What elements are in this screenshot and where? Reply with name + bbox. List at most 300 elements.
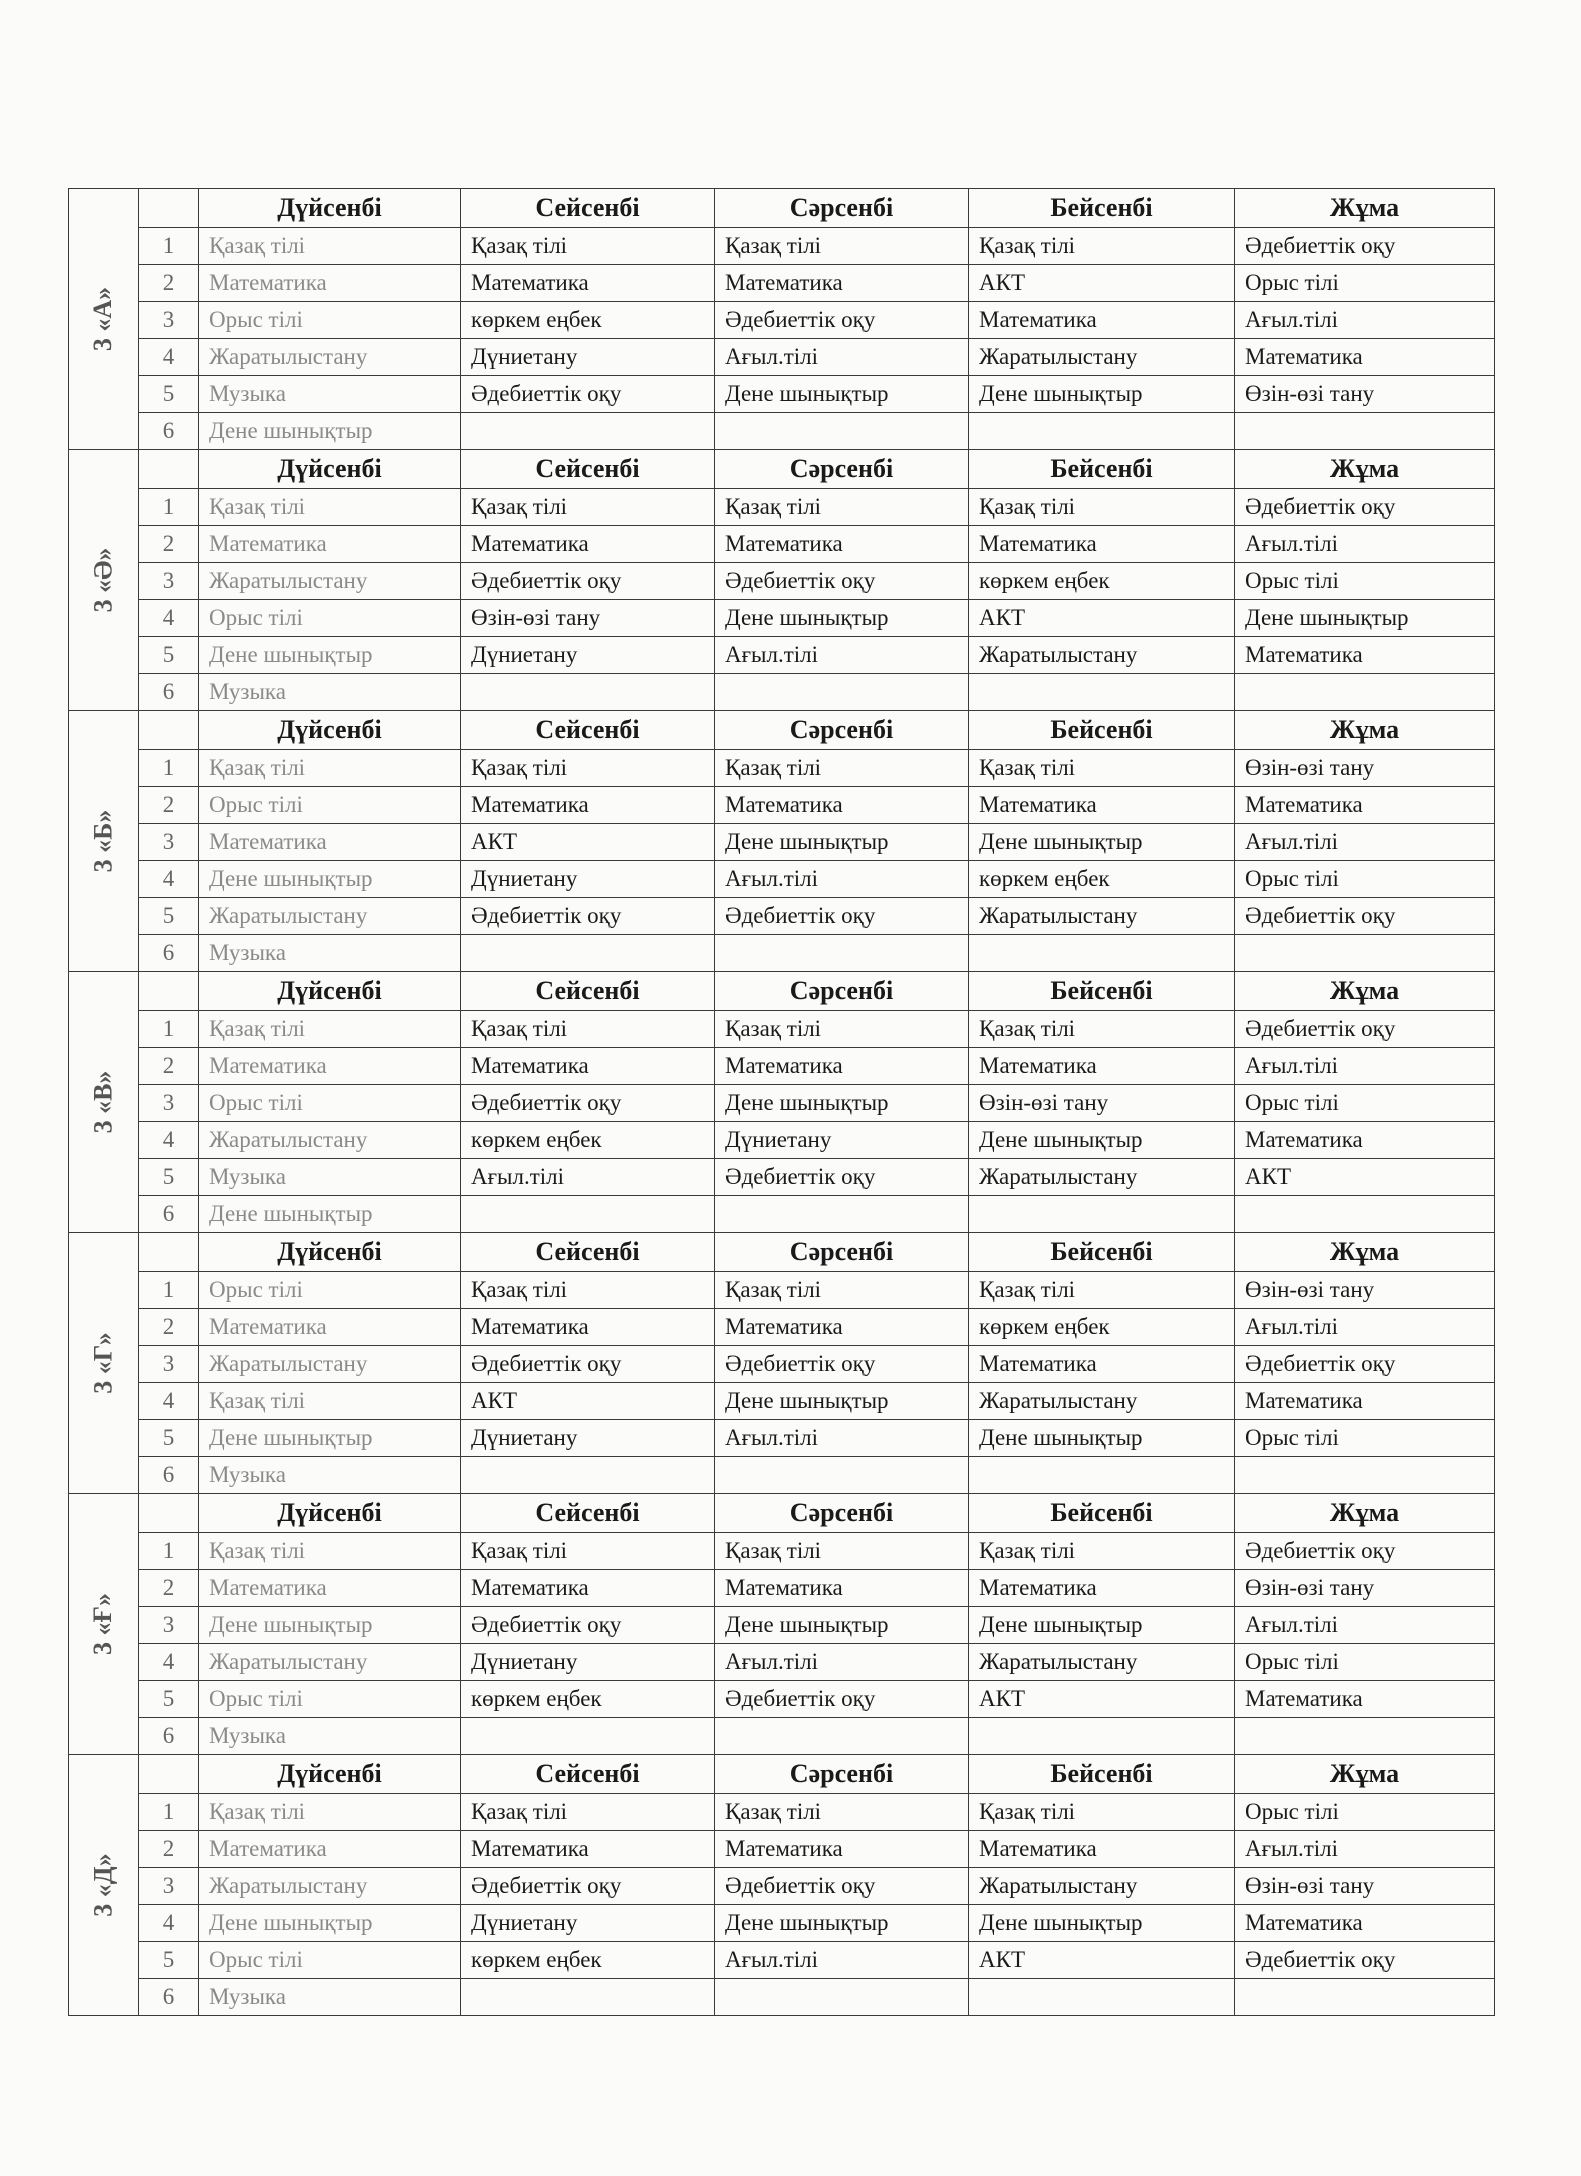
subject-cell: Өзін-өзі тану [1235, 1868, 1495, 1905]
subject-cell: Дене шынықтыр [199, 1196, 461, 1233]
day-header: Жұма [1235, 1755, 1495, 1794]
subject-cell: Жаратылыстану [199, 563, 461, 600]
subject-cell: Әдебиеттік оқу [1235, 1942, 1495, 1979]
subject-cell [715, 674, 969, 711]
lesson-row [69, 1570, 1495, 1607]
subject-cell: Жаратылыстану [969, 339, 1235, 376]
timetable [68, 188, 1495, 2016]
subject-cell: Орыс тілі [1235, 1794, 1495, 1831]
day-header: Дүйсенбі [199, 1494, 461, 1533]
subject-cell: көркем еңбек [461, 1122, 715, 1159]
subject-cell: Дене шынықтыр [715, 376, 969, 413]
subject-cell: Орыс тілі [199, 1272, 461, 1309]
lesson-row [69, 1644, 1495, 1681]
subject-cell: Математика [199, 1570, 461, 1607]
lesson-row [69, 1420, 1495, 1457]
lesson-row [69, 824, 1495, 861]
day-header: Жұма [1235, 189, 1495, 228]
subject-cell: Математика [199, 1831, 461, 1868]
subject-cell: АКТ [1235, 1159, 1495, 1196]
subject-cell: Музыка [199, 1718, 461, 1755]
subject-cell: Қазақ тілі [715, 1011, 969, 1048]
lesson-row [69, 228, 1495, 265]
subject-cell: Дене шынықтыр [969, 1905, 1235, 1942]
subject-cell: Өзін-өзі тану [461, 600, 715, 637]
subject-cell: Ағыл.тілі [1235, 302, 1495, 339]
subject-cell: Математика [199, 824, 461, 861]
subject-cell: Математика [715, 265, 969, 302]
subject-cell: Математика [1235, 1122, 1495, 1159]
subject-cell: Әдебиеттік оқу [715, 563, 969, 600]
subject-cell: Қазақ тілі [969, 750, 1235, 787]
subject-cell: Орыс тілі [1235, 1085, 1495, 1122]
lesson-row [69, 861, 1495, 898]
subject-cell: Дене шынықтыр [969, 824, 1235, 861]
day-header: Жұма [1235, 711, 1495, 750]
lesson-number: 4 [139, 1122, 199, 1159]
lesson-row [69, 898, 1495, 935]
subject-cell: Жаратылыстану [969, 898, 1235, 935]
day-header: Жұма [1235, 450, 1495, 489]
lesson-number: 2 [139, 1831, 199, 1868]
day-header: Сәрсенбі [715, 189, 969, 228]
lesson-row [69, 1794, 1495, 1831]
subject-cell: Әдебиеттік оқу [461, 1607, 715, 1644]
subject-cell: Математика [461, 1570, 715, 1607]
subject-cell: Музыка [199, 1457, 461, 1494]
subject-cell: Ағыл.тілі [461, 1159, 715, 1196]
subject-cell: Қазақ тілі [461, 750, 715, 787]
subject-cell: Математика [969, 1831, 1235, 1868]
day-header: Сәрсенбі [715, 711, 969, 750]
lesson-row [69, 1718, 1495, 1755]
subject-cell [715, 1457, 969, 1494]
subject-cell: Математика [1235, 787, 1495, 824]
subject-cell: Орыс тілі [199, 787, 461, 824]
lesson-number: 5 [139, 376, 199, 413]
subject-cell: Математика [715, 526, 969, 563]
subject-cell: Қазақ тілі [969, 489, 1235, 526]
lesson-row [69, 750, 1495, 787]
subject-cell: Жаратылыстану [969, 1644, 1235, 1681]
lesson-number: 4 [139, 339, 199, 376]
subject-cell: Математика [1235, 1681, 1495, 1718]
subject-cell: Әдебиеттік оқу [461, 376, 715, 413]
subject-cell: Дүниетану [461, 1420, 715, 1457]
corner-cell [139, 711, 199, 750]
subject-cell: Дене шынықтыр [199, 861, 461, 898]
subject-cell [1235, 935, 1495, 972]
subject-cell: Математика [715, 1309, 969, 1346]
subject-cell: Математика [461, 265, 715, 302]
subject-cell: Орыс тілі [199, 302, 461, 339]
day-header: Бейсенбі [969, 711, 1235, 750]
lesson-row [69, 1942, 1495, 1979]
subject-cell [1235, 1196, 1495, 1233]
subject-cell: Жаратылыстану [969, 1383, 1235, 1420]
day-header: Бейсенбі [969, 972, 1235, 1011]
subject-cell: Қазақ тілі [461, 1272, 715, 1309]
lesson-number: 6 [139, 1196, 199, 1233]
subject-cell: Ағыл.тілі [715, 637, 969, 674]
subject-cell: Математика [969, 1570, 1235, 1607]
subject-cell [461, 1457, 715, 1494]
day-header: Жұма [1235, 972, 1495, 1011]
subject-cell: Жаратылыстану [199, 1122, 461, 1159]
subject-cell: Қазақ тілі [199, 750, 461, 787]
class-label [69, 711, 139, 972]
subject-cell: Дүниетану [461, 1905, 715, 1942]
subject-cell: Жаратылыстану [199, 1868, 461, 1905]
subject-cell: Дене шынықтыр [199, 413, 461, 450]
subject-cell: Математика [461, 787, 715, 824]
lesson-row [69, 674, 1495, 711]
lesson-number: 6 [139, 413, 199, 450]
lesson-row [69, 1979, 1495, 2016]
day-header: Бейсенбі [969, 1494, 1235, 1533]
subject-cell: Музыка [199, 935, 461, 972]
day-header: Дүйсенбі [199, 450, 461, 489]
lesson-number: 4 [139, 861, 199, 898]
subject-cell: Қазақ тілі [199, 1533, 461, 1570]
day-header: Жұма [1235, 1233, 1495, 1272]
subject-cell: Математика [715, 1570, 969, 1607]
subject-cell: көркем еңбек [461, 302, 715, 339]
lesson-row [69, 413, 1495, 450]
lesson-number: 4 [139, 600, 199, 637]
subject-cell: Музыка [199, 1979, 461, 2016]
day-header-row [69, 711, 1495, 750]
lesson-number: 2 [139, 787, 199, 824]
subject-cell: Математика [1235, 1383, 1495, 1420]
subject-cell: Әдебиеттік оқу [1235, 898, 1495, 935]
corner-cell [139, 1494, 199, 1533]
lesson-row [69, 526, 1495, 563]
subject-cell: Ағыл.тілі [1235, 526, 1495, 563]
lesson-number: 1 [139, 489, 199, 526]
subject-cell: Жаратылыстану [969, 1868, 1235, 1905]
lesson-row [69, 637, 1495, 674]
subject-cell: Жаратылыстану [199, 898, 461, 935]
subject-cell [969, 1457, 1235, 1494]
day-header-row [69, 450, 1495, 489]
subject-cell: Өзін-өзі тану [969, 1085, 1235, 1122]
class-label-text: 3 «А» [88, 286, 118, 352]
subject-cell: Дене шынықтыр [715, 1607, 969, 1644]
subject-cell [715, 413, 969, 450]
subject-cell [461, 1979, 715, 2016]
subject-cell: Математика [969, 787, 1235, 824]
lesson-number: 2 [139, 526, 199, 563]
subject-cell: Әдебиеттік оқу [1235, 228, 1495, 265]
lesson-row [69, 1868, 1495, 1905]
subject-cell [461, 1196, 715, 1233]
lesson-row [69, 1085, 1495, 1122]
subject-cell: Ағыл.тілі [1235, 1607, 1495, 1644]
subject-cell: Ағыл.тілі [1235, 824, 1495, 861]
subject-cell: Ағыл.тілі [1235, 1309, 1495, 1346]
subject-cell: Дүниетану [461, 1644, 715, 1681]
day-header: Дүйсенбі [199, 711, 461, 750]
lesson-row [69, 563, 1495, 600]
subject-cell: Ағыл.тілі [715, 1420, 969, 1457]
day-header: Сәрсенбі [715, 1233, 969, 1272]
subject-cell: Қазақ тілі [969, 1794, 1235, 1831]
lesson-row [69, 1607, 1495, 1644]
day-header: Дүйсенбі [199, 189, 461, 228]
subject-cell: АКТ [969, 1942, 1235, 1979]
subject-cell: Математика [715, 787, 969, 824]
lesson-row [69, 1457, 1495, 1494]
subject-cell: Өзін-өзі тану [1235, 1272, 1495, 1309]
subject-cell: Ағыл.тілі [715, 339, 969, 376]
subject-cell: Дүниетану [715, 1122, 969, 1159]
subject-cell: Қазақ тілі [715, 750, 969, 787]
lesson-number: 1 [139, 228, 199, 265]
subject-cell: Дене шынықтыр [969, 1420, 1235, 1457]
lesson-row [69, 1196, 1495, 1233]
lesson-number: 3 [139, 302, 199, 339]
subject-cell: Математика [199, 265, 461, 302]
lesson-number: 1 [139, 1272, 199, 1309]
lesson-number: 3 [139, 1085, 199, 1122]
subject-cell [715, 935, 969, 972]
class-label-text: 3 «В» [88, 1070, 118, 1134]
subject-cell: Орыс тілі [199, 1942, 461, 1979]
lesson-number: 6 [139, 674, 199, 711]
lesson-number: 1 [139, 1533, 199, 1570]
lesson-number: 4 [139, 1644, 199, 1681]
lesson-row [69, 1831, 1495, 1868]
corner-cell [139, 972, 199, 1011]
subject-cell: Қазақ тілі [199, 228, 461, 265]
subject-cell [1235, 1457, 1495, 1494]
subject-cell: Өзін-өзі тану [1235, 750, 1495, 787]
subject-cell: АКТ [461, 824, 715, 861]
subject-cell: көркем еңбек [969, 563, 1235, 600]
lesson-row [69, 1122, 1495, 1159]
day-header: Сәрсенбі [715, 1494, 969, 1533]
subject-cell: Математика [969, 302, 1235, 339]
class-label-text: 3 «Б» [88, 809, 118, 873]
day-header: Сейсенбі [461, 711, 715, 750]
day-header: Сәрсенбі [715, 972, 969, 1011]
subject-cell [715, 1718, 969, 1755]
subject-cell: Қазақ тілі [461, 1011, 715, 1048]
subject-cell [969, 413, 1235, 450]
subject-cell: Әдебиеттік оқу [715, 898, 969, 935]
subject-cell: Қазақ тілі [969, 1272, 1235, 1309]
day-header: Сәрсенбі [715, 450, 969, 489]
subject-cell: Орыс тілі [1235, 1420, 1495, 1457]
subject-cell: АКТ [461, 1383, 715, 1420]
lesson-row [69, 489, 1495, 526]
lesson-row [69, 1011, 1495, 1048]
subject-cell: Қазақ тілі [715, 1272, 969, 1309]
subject-cell: Ағыл.тілі [715, 1942, 969, 1979]
subject-cell: Өзін-өзі тану [1235, 376, 1495, 413]
lesson-number: 4 [139, 1905, 199, 1942]
subject-cell: Математика [199, 1048, 461, 1085]
subject-cell: Қазақ тілі [969, 1533, 1235, 1570]
subject-cell: Қазақ тілі [715, 228, 969, 265]
subject-cell: Жаратылыстану [199, 1644, 461, 1681]
subject-cell [969, 935, 1235, 972]
lesson-number: 6 [139, 1718, 199, 1755]
subject-cell: Жаратылыстану [969, 637, 1235, 674]
lesson-row [69, 1272, 1495, 1309]
lesson-row [69, 1533, 1495, 1570]
day-header: Бейсенбі [969, 450, 1235, 489]
corner-cell [139, 1755, 199, 1794]
subject-cell: Әдебиеттік оқу [461, 1868, 715, 1905]
subject-cell: Математика [1235, 1905, 1495, 1942]
subject-cell: Қазақ тілі [199, 1011, 461, 1048]
subject-cell: Дене шынықтыр [199, 637, 461, 674]
class-label [69, 189, 139, 450]
subject-cell: Орыс тілі [199, 1681, 461, 1718]
corner-cell [139, 450, 199, 489]
timetable-sheet [68, 188, 1494, 2016]
lesson-number: 3 [139, 1607, 199, 1644]
subject-cell: Орыс тілі [199, 1085, 461, 1122]
subject-cell: Дүниетану [461, 637, 715, 674]
subject-cell [715, 1196, 969, 1233]
class-label [69, 450, 139, 711]
day-header: Сейсенбі [461, 1755, 715, 1794]
lesson-number: 3 [139, 1868, 199, 1905]
class-label-text: 3 «Д» [88, 1853, 118, 1917]
subject-cell: Әдебиеттік оқу [715, 1681, 969, 1718]
subject-cell: Қазақ тілі [969, 228, 1235, 265]
subject-cell [1235, 674, 1495, 711]
subject-cell: Музыка [199, 376, 461, 413]
lesson-number: 5 [139, 1681, 199, 1718]
subject-cell [461, 674, 715, 711]
subject-cell: Әдебиеттік оқу [715, 1346, 969, 1383]
day-header: Сейсенбі [461, 450, 715, 489]
subject-cell: Әдебиеттік оқу [1235, 489, 1495, 526]
subject-cell: Дене шынықтыр [969, 376, 1235, 413]
lesson-row [69, 339, 1495, 376]
class-label-text: 3 «Ғ» [88, 1592, 118, 1656]
subject-cell: Әдебиеттік оқу [715, 1159, 969, 1196]
lesson-number: 1 [139, 750, 199, 787]
subject-cell: Дене шынықтыр [715, 1905, 969, 1942]
subject-cell: Орыс тілі [1235, 563, 1495, 600]
subject-cell: Қазақ тілі [715, 1533, 969, 1570]
day-header: Дүйсенбі [199, 1755, 461, 1794]
subject-cell: Қазақ тілі [715, 1794, 969, 1831]
lesson-number: 5 [139, 1942, 199, 1979]
subject-cell: Қазақ тілі [461, 228, 715, 265]
subject-cell [715, 1979, 969, 2016]
subject-cell [969, 674, 1235, 711]
subject-cell: Әдебиеттік оқу [461, 1085, 715, 1122]
day-header: Бейсенбі [969, 1755, 1235, 1794]
class-label-text: 3 «Ә» [88, 547, 118, 613]
subject-cell: Музыка [199, 1159, 461, 1196]
subject-cell: Дене шынықтыр [199, 1607, 461, 1644]
class-label [69, 1494, 139, 1755]
class-label [69, 1233, 139, 1494]
lesson-row [69, 1159, 1495, 1196]
subject-cell: Математика [969, 1346, 1235, 1383]
lesson-row [69, 935, 1495, 972]
day-header-row [69, 1233, 1495, 1272]
class-label-text: 3 «Г» [88, 1332, 118, 1394]
day-header: Жұма [1235, 1494, 1495, 1533]
lesson-row [69, 787, 1495, 824]
lesson-number: 2 [139, 265, 199, 302]
corner-cell [139, 189, 199, 228]
subject-cell: Қазақ тілі [199, 1383, 461, 1420]
subject-cell [969, 1196, 1235, 1233]
day-header: Сейсенбі [461, 1233, 715, 1272]
subject-cell [969, 1718, 1235, 1755]
subject-cell: Дүниетану [461, 861, 715, 898]
subject-cell: Музыка [199, 674, 461, 711]
subject-cell: Ағыл.тілі [715, 861, 969, 898]
lesson-row [69, 302, 1495, 339]
day-header-row [69, 972, 1495, 1011]
subject-cell: Орыс тілі [1235, 861, 1495, 898]
subject-cell: Әдебиеттік оқу [1235, 1533, 1495, 1570]
subject-cell: Әдебиеттік оқу [715, 1868, 969, 1905]
subject-cell: Математика [199, 1309, 461, 1346]
subject-cell: Дене шынықтыр [715, 1383, 969, 1420]
subject-cell: көркем еңбек [461, 1942, 715, 1979]
day-header: Дүйсенбі [199, 972, 461, 1011]
subject-cell: Дене шынықтыр [969, 1122, 1235, 1159]
lesson-number: 3 [139, 1346, 199, 1383]
subject-cell [461, 413, 715, 450]
subject-cell: Ағыл.тілі [1235, 1831, 1495, 1868]
subject-cell: Математика [1235, 637, 1495, 674]
subject-cell [1235, 413, 1495, 450]
subject-cell: Дене шынықтыр [715, 824, 969, 861]
day-header-row [69, 189, 1495, 228]
subject-cell: Жаратылыстану [199, 339, 461, 376]
subject-cell: Әдебиеттік оқу [1235, 1346, 1495, 1383]
subject-cell: Қазақ тілі [461, 489, 715, 526]
lesson-number: 5 [139, 898, 199, 935]
lesson-number: 3 [139, 824, 199, 861]
subject-cell: Орыс тілі [1235, 265, 1495, 302]
subject-cell [1235, 1718, 1495, 1755]
subject-cell: Жаратылыстану [969, 1159, 1235, 1196]
subject-cell [461, 1718, 715, 1755]
subject-cell: Дене шынықтыр [199, 1905, 461, 1942]
day-header-row [69, 1755, 1495, 1794]
subject-cell: Әдебиеттік оқу [1235, 1011, 1495, 1048]
subject-cell: көркем еңбек [461, 1681, 715, 1718]
subject-cell: Орыс тілі [199, 600, 461, 637]
lesson-number: 3 [139, 563, 199, 600]
lesson-number: 6 [139, 935, 199, 972]
subject-cell: Математика [199, 526, 461, 563]
subject-cell: Дене шынықтыр [715, 1085, 969, 1122]
day-header: Сейсенбі [461, 189, 715, 228]
subject-cell [969, 1979, 1235, 2016]
class-label [69, 1755, 139, 2016]
lesson-row [69, 600, 1495, 637]
subject-cell: Математика [715, 1048, 969, 1085]
lesson-number: 4 [139, 1383, 199, 1420]
subject-cell: Дене шынықтыр [1235, 600, 1495, 637]
lesson-number: 2 [139, 1309, 199, 1346]
day-header: Сейсенбі [461, 1494, 715, 1533]
